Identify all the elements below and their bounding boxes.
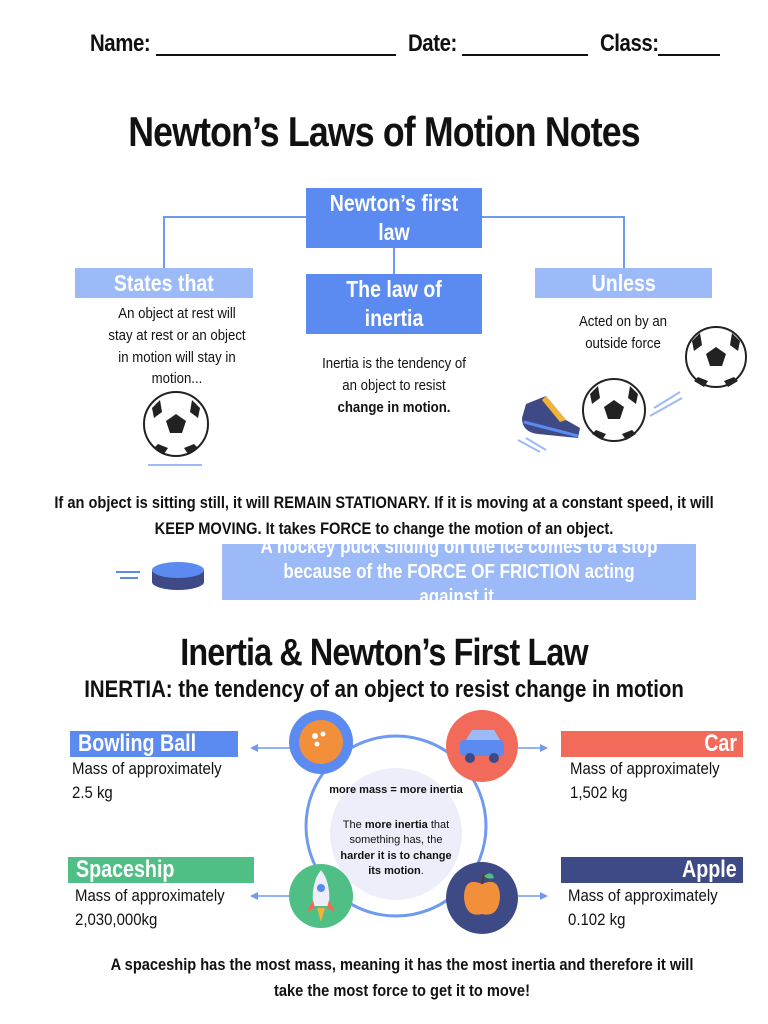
flying-soccer-ball-icon bbox=[684, 323, 748, 391]
car-label: Car bbox=[561, 731, 743, 757]
spaceship-mass: Mass of approximately 2,030,000kg bbox=[75, 886, 225, 929]
bowling-ball-icon bbox=[289, 710, 353, 774]
mass-inertia-statement: more mass = more inertia bbox=[329, 784, 463, 796]
apple-icon bbox=[444, 862, 520, 934]
law-of-inertia-box: The law of inertia bbox=[306, 274, 482, 334]
newtons-first-law-box: Newton’s first law bbox=[306, 188, 482, 248]
conclusion-text: A spaceship has the most mass, meaning it has the most inertia and therefore it will take the most force to get it to move! bbox=[110, 955, 694, 1000]
resting-soccer-ball-icon bbox=[140, 388, 212, 470]
states-that-text: An object at rest will stay at rest or an object in motion will stay in motion... bbox=[108, 305, 246, 388]
inertia-explanation: The more inertia that something has, the harder it is to change its motion. bbox=[340, 819, 452, 878]
unless-box: Unless bbox=[535, 268, 712, 298]
states-that-box: States that bbox=[75, 268, 253, 298]
kicked-soccer-ball-icon bbox=[580, 376, 648, 444]
car-icon bbox=[444, 710, 520, 782]
section-title: Inertia & Newton’s First Law bbox=[180, 632, 588, 674]
page-title: Newton’s Laws of Motion Notes bbox=[128, 108, 640, 155]
date-label: Date: bbox=[408, 30, 457, 57]
name-label: Name: bbox=[90, 30, 151, 57]
hockey-puck-callout: A hockey puck sliding on the ice comes to a stop because of the FORCE OF FRICTION acting against it. bbox=[222, 544, 696, 600]
first-law-summary: If an object is sitting still, it will REMAIN STATIONARY. If it is moving at a constant speed, it will KEEP MOVING. It takes FORCE to change the motion of an object. bbox=[54, 493, 714, 538]
spaceship-label: Spaceship bbox=[68, 857, 254, 883]
inertia-definition: INERTIA: the tendency of an object to resist change in motion bbox=[84, 676, 684, 703]
apple-mass: Mass of approximately 0.102 kg bbox=[568, 886, 718, 929]
bowling-ball-mass: Mass of approximately 2.5 kg bbox=[72, 759, 222, 802]
cleat-shoe-icon bbox=[516, 382, 586, 456]
unless-text: Acted on by an outside force bbox=[578, 313, 668, 352]
motion-lines-icon bbox=[648, 388, 688, 420]
car-mass: Mass of approximately 1,502 kg bbox=[570, 759, 720, 802]
class-label: Class: bbox=[600, 30, 659, 57]
hockey-puck-icon bbox=[114, 558, 206, 592]
bowling-ball-label: Bowling Ball bbox=[70, 731, 238, 757]
inertia-text: Inertia is the tendency of an object to resist change in motion. bbox=[322, 355, 466, 416]
apple-label: Apple bbox=[561, 857, 743, 883]
